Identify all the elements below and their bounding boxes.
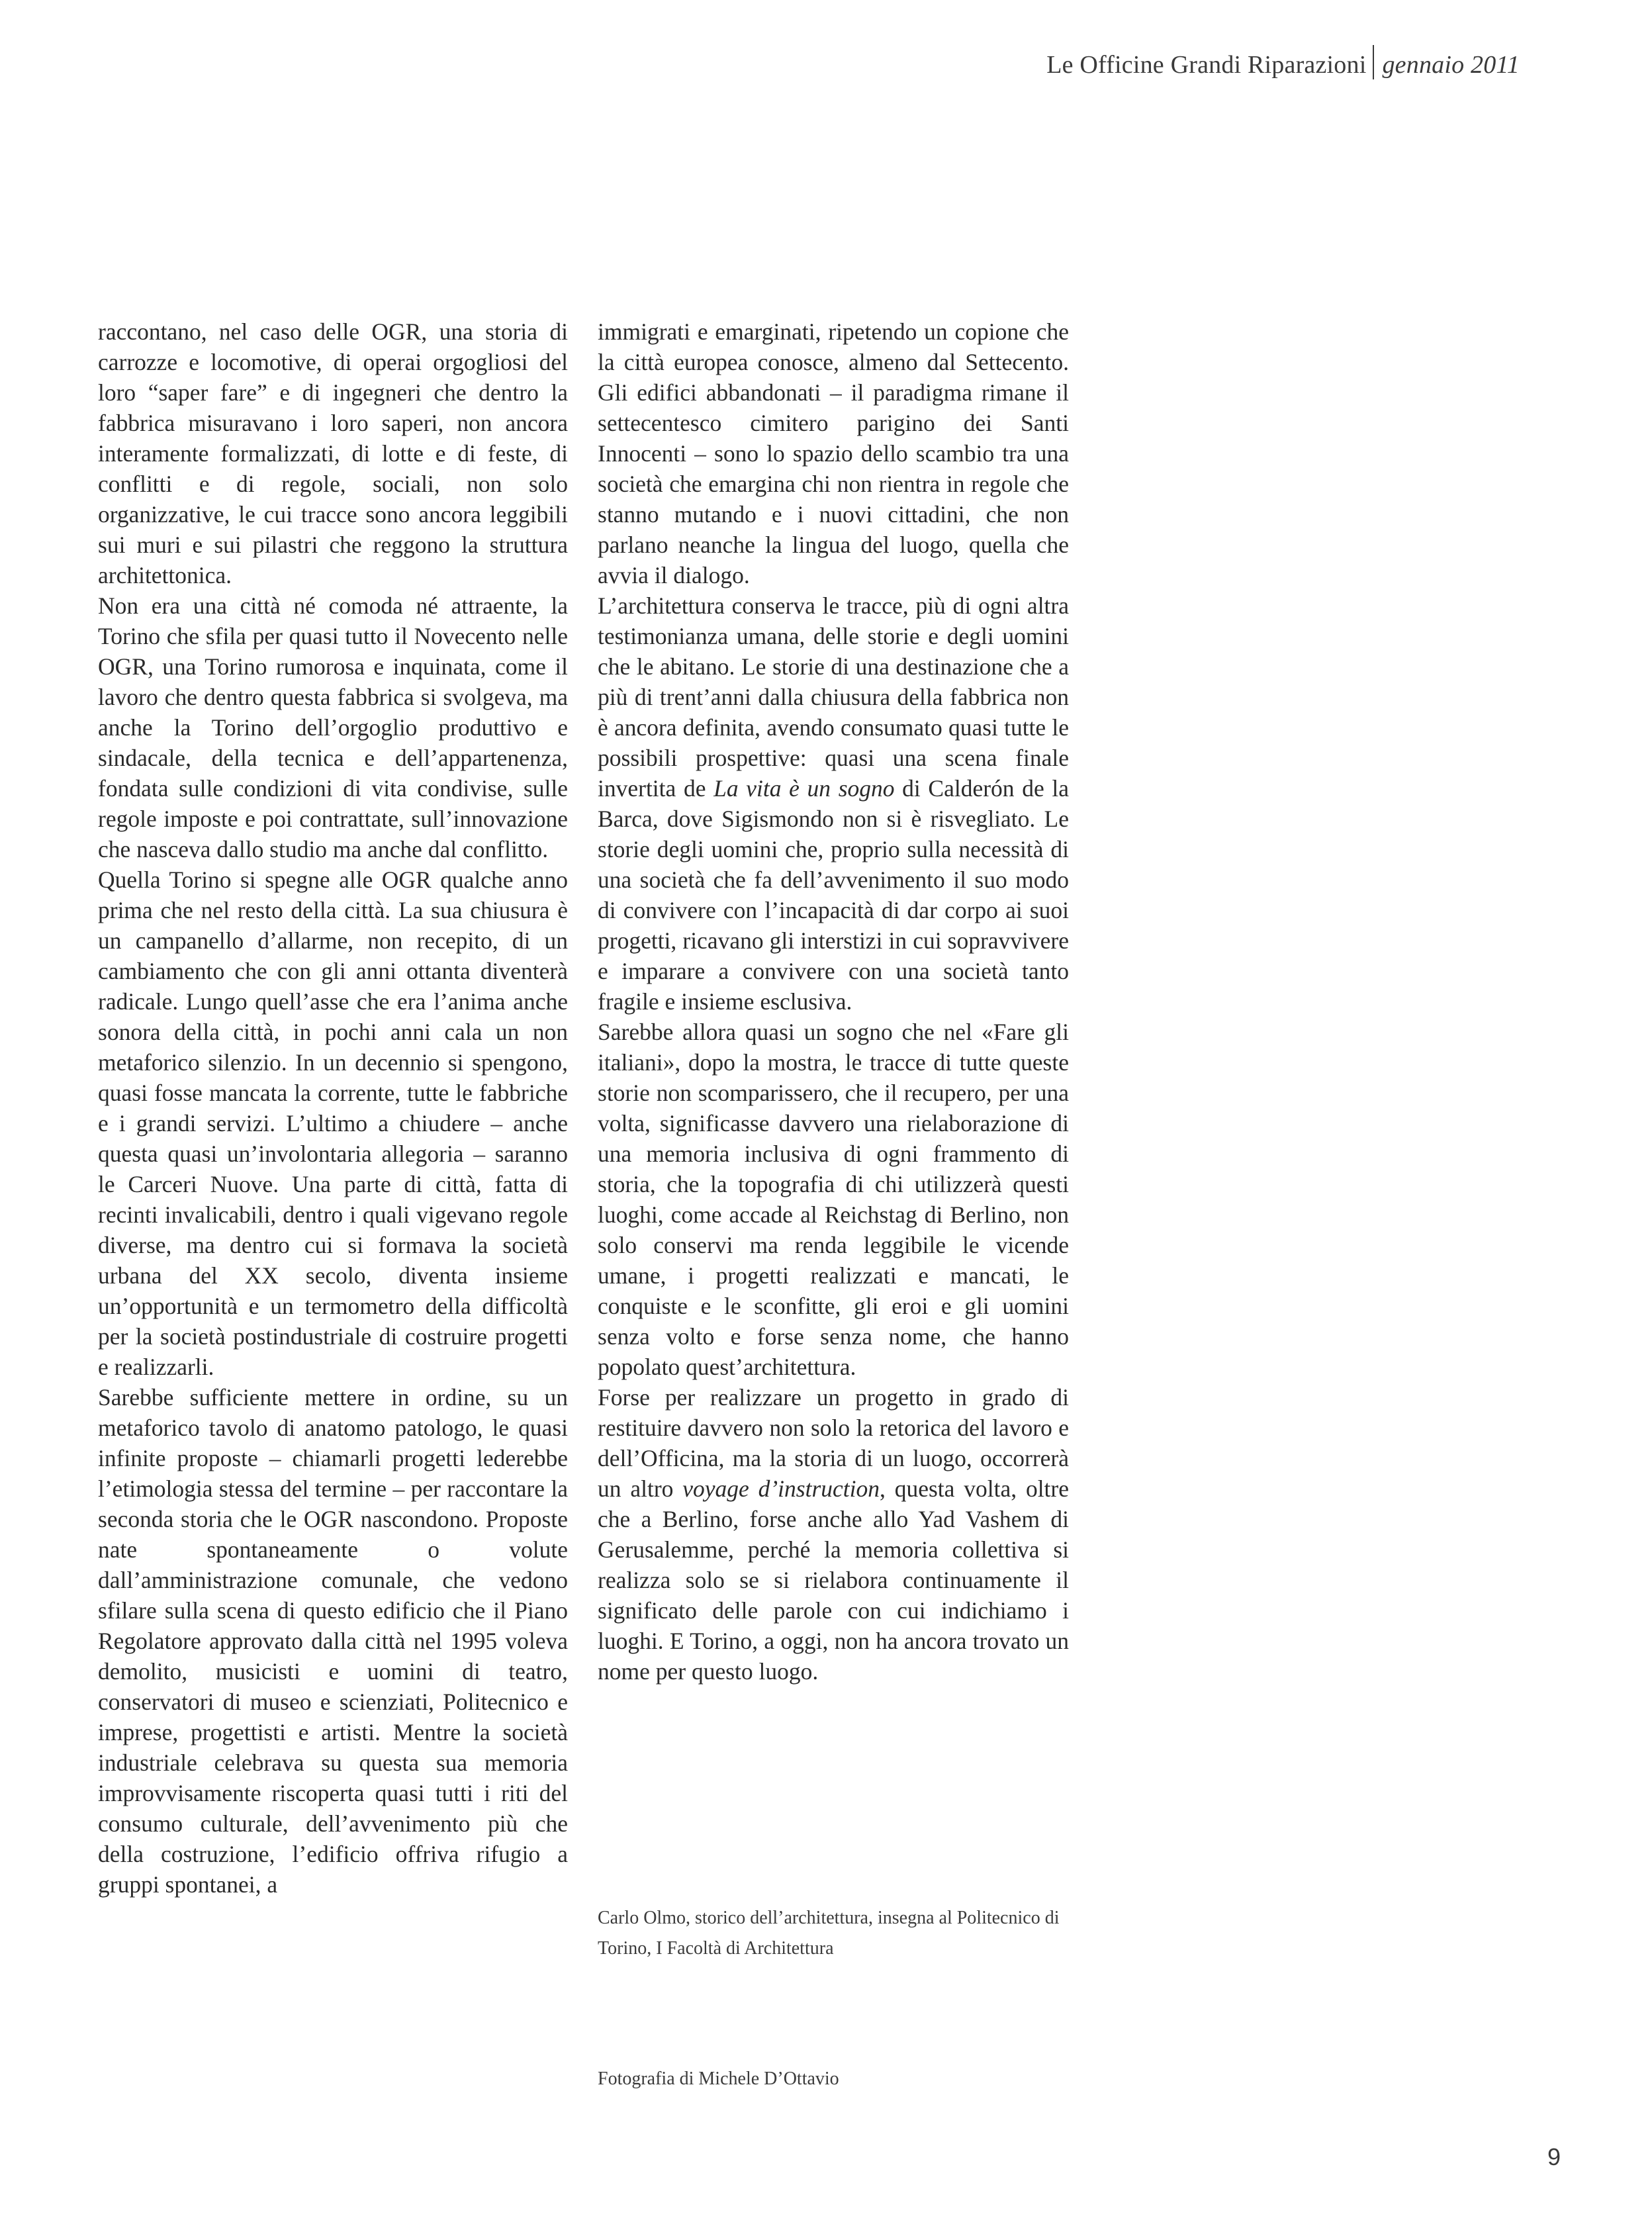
issue-date: gennaio 2011 — [1382, 51, 1520, 79]
publication-title: Le Officine Grandi Riparazioni — [1046, 51, 1367, 79]
right-paragraph-4-text-b: , questa volta, oltre che a Berlino, forse anche allo Yad Vashem di Gerusalemme, perché la memoria collettiva si realizza solo se si rielabora continuamente il significato delle parole con cui indichiamo i luoghi. E Torino, a oggi, non ha ancora trovato un nome per questo luogo. — [598, 1475, 1070, 1685]
right-paragraph-4-text-a: Forse per realizzare un progetto in grado di restituire davvero non solo la retorica del lavoro e dell’Officina, ma la storia di un luogo, occorrerà un altro — [598, 1384, 1069, 1502]
running-header — [1046, 45, 1520, 79]
left-paragraph-3: Quella Torino si spegne alle OGR qualche anno prima che nel resto della città. La sua chiusura è un campanello d’allarme, non recepito, di un cambiamento che con gli anni ottanta diventerà radicale. Lungo quell’asse che era l’anima anche sonora della città, in pochi anni cala un non metaforico silenzio. In un decennio si spengono, quasi fosse mancata la corrente, tutte le fabbriche e i grandi servizi. L’ultimo a chiudere – anche questa quasi un’involontaria allegoria – saranno le Carceri Nuove. Una parte di città, fatta di recinti invalicabili, dentro i quali vigevano regole diverse, ma dentro cui si formava la società urbana del XX secolo, diventa insieme un’opportunità e un termometro della difficoltà per la società postindustriale di costruire progetti e realizzarli. — [98, 866, 568, 1380]
photo-credit: Fotografia di Michele D’Ottavio — [598, 2068, 839, 2089]
left-paragraph-4: Sarebbe sufficiente mettere in ordine, su un metaforico tavolo di anatomo patologo, le quasi infinite proposte – chiamarli progetti lederebbe l’etimologia stessa del termine – per raccontare la seconda storia che le OGR nascondono. Proposte nate spontaneamente o volute dall’amministrazione comunale, che vedono sfilare sulla scena di questo edificio che il Piano Regolatore approvato dalla città nel 1995 voleva demolito, musicisti e uomini di teatro, conservatori di museo e scienziati, Politecnico e imprese, progettisti e artisti. Mentre la società industriale celebrava su questa sua memoria improvvisamente riscoperta quasi tutti i riti del consumo culturale, dell’avvenimento più che della costruzione, l’edificio offriva rifugio a gruppi spontanei, a — [98, 1384, 568, 1898]
right-paragraph-1: immigrati e emarginati, ripetendo un copione che la città europea conosce, almeno dal Settecento. Gli edifici abbandonati – il paradigma rimane il settecentesco cimitero parigino dei Santi Innocenti – sono lo spazio dello scambio tra una società che emargina chi non rientra in regole che stanno mutando e i nuovi cittadini, che non parlano neanche la lingua del luogo, quella che avvia il dialogo. — [598, 318, 1069, 588]
page-number: 9 — [1547, 2143, 1561, 2170]
phrase-voyage-d-instruction: voyage d’instruction — [682, 1475, 880, 1502]
left-column — [98, 316, 568, 1900]
left-paragraph-1: raccontano, nel caso delle OGR, una storia di carrozze e locomotive, di operai orgogliosi del loro “saper fare” e di ingegneri che dentro la fabbrica misuravano i loro saperi, non ancora interamente formalizzati, di lotte e di feste, di conflitti e di regole, sociali, non solo organizzative, le cui tracce sono ancora leggibili sui muri e sui pilastri che reggono la struttura architettonica. — [98, 318, 568, 588]
left-paragraph-2: Non era una città né comoda né attraente, la Torino che sfila per quasi tutto il Novecento nelle OGR, una Torino rumorosa e inquinata, come il lavoro che dentro questa fabbrica si svolgeva, ma anche la Torino dell’orgoglio produttivo e sindacale, della tecnica e dell’appartenenza, fondata sulle condizioni di vita condivise, sulle regole imposte e poi contrattate, sull’innovazione che nasceva dallo studio ma anche dal conflitto. — [98, 592, 568, 862]
author-note: Carlo Olmo, storico dell’architettura, insegna al Politecnico di Torino, I Facoltà di Architettura — [598, 1908, 1060, 1959]
right-paragraph-2-text-b: di Calderón de la Barca, dove Sigismondo non si è risvegliato. Le storie degli uomini che, proprio sulla necessità di una società che fa dell’avvenimento il suo modo di convivere con l’incapacità di dar corpo ai suoi progetti, ricavano gli interstizi in cui sopravvivere e imparare a convivere con una società tanto fragile e insieme esclusiva. — [598, 775, 1069, 1015]
right-paragraph-2 — [598, 590, 1069, 1017]
work-title-la-vita-e-un-sogno: La vita è un sogno — [713, 775, 895, 802]
header-separator — [1373, 45, 1374, 79]
right-paragraph-4 — [598, 1382, 1069, 1687]
right-column — [598, 316, 1069, 1687]
right-paragraph-2-text-a: L’architettura conserva le tracce, più di ogni altra testimonianza umana, delle storie e degli uomini che le abitano. Le storie di una destinazione che a più di trent’anni dalla chiusura della fabbrica non è ancora definita, avendo consumato quasi tutte le possibili prospettive: quasi una scena finale invertita de — [598, 592, 1069, 802]
right-paragraph-3: Sarebbe allora quasi un sogno che nel «Fare gli italiani», dopo la mostra, le tracce di tutte queste storie non scomparissero, che il recupero, per una volta, significasse davvero una rielaborazione di una memoria inclusiva di ogni frammento di storia, che la topografia di chi utilizzerà questi luoghi, come accade al Reichstag di Berlino, non solo conservi ma renda leggibile le vicende umane, i progetti realizzati e mancati, le conquiste e le sconfitte, gli eroi e gli uomini senza volto e forse senza nome, che hanno popolato quest’architettura. — [598, 1019, 1069, 1380]
